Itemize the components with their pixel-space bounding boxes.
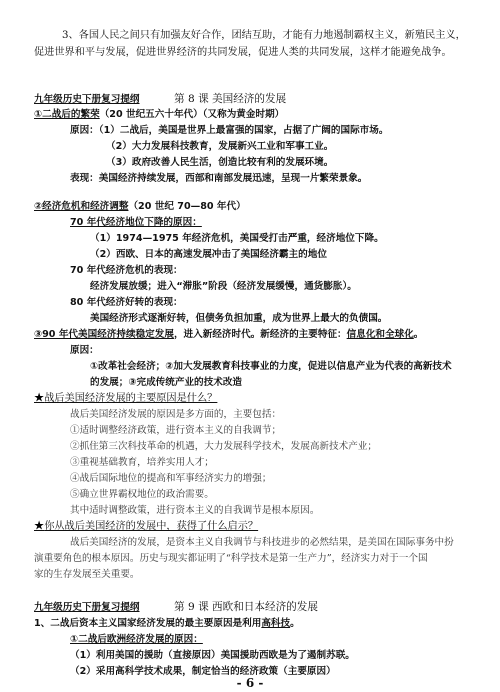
reason-line-90s-2: 的发展；③完成传统产业的技术改造 [90,377,243,388]
intro-line-2: 促进世界和平与发展，促进世界经济的共同发展，促进人类的共同发展，这样才能避免战争。 [34,47,452,58]
question-2 [34,520,258,533]
page-number: - 6 - [236,676,264,690]
reason-text: （1）二战后，美国是世界上最富强的国家，占据了广阔的国际市场。 [98,125,389,136]
question-text: 战后美国经济发展的主要原因是什么？ [44,393,218,404]
lesson9-point-4: （2）采用高科学技术成果，制定恰当的经济政策（主要原因） [70,666,336,677]
course-title: 九年级历史下册复习提纲 [34,94,140,105]
subsection-80s-recovery: 80 年代经济好转的表现： [70,297,183,308]
key-feature: 信息化和全球化 [346,329,414,340]
intro-line-1: 3、各国人民之间只有加强友好合作，团结互助，才能有力地遏制霸权主义，新殖民主义， [62,30,466,41]
star-icon: ★ [34,521,45,532]
lesson9-header [34,601,474,614]
section-postwar-prosperity [34,108,284,121]
subsection-70s-decline: 70 年代经济地位下降的原因： [70,217,202,228]
answer-line: 其中适时调整政策，进行资本主义的自我调节是根本原因。 [70,505,320,516]
section-90s-new-economy: ③90 年代美国经济持续稳定发展，进入新经济时代。新经济的主要特征：信息化和全球化。 [34,329,424,340]
reason-line-3: （3）政府改善人民生活，创造比较有利的发展环境。 [106,157,334,168]
section-time: （20 世纪五六十年代）（又称为黄金时期） [99,109,285,120]
item-line: （1）1974—1975 年经济危机，美国受打击严重，经济地位下降。 [90,233,384,244]
lesson-title: 第 8 课 美国经济的发展 [174,93,287,105]
subsection-70s-crisis: 70 年代经济危机的表现： [70,265,183,276]
reason-line-1 [70,124,388,137]
section-title: ③90 年代美国经济持续稳定发展 [34,329,174,340]
reason-label-90s: 原因： [70,345,99,356]
section-economic-crisis [34,200,246,213]
lesson9-point-3: （1）利用美国的援助（直接原因）美国援助西欧是为了遏制苏联。 [70,650,355,661]
star-icon: ★ [34,393,45,404]
performance-line: 表现：美国经济持续发展，西部和南部发展迅速，呈现一片繁荣景象。 [70,173,368,184]
item-line: （2）西欧、日本的高速发展冲击了美国经济霸主的地位 [90,249,327,260]
course-title: 九年级历史下册复习提纲 [34,602,140,613]
answer-line: ①适时调整经济政策，进行资本主义的自我调节； [70,425,282,436]
answer-line: ②抓住第三次科技革命的机遇，大力发展科学技术，发展高新技术产业； [70,441,377,452]
section-title: ②经济危机和经济调整 [34,201,129,212]
lesson9-point-1: 1、二战后资本主义国家经济发展的最主要原因是利用高科技。 [34,618,300,629]
question-1 [34,392,217,405]
section-title: ①二战后的繁荣 [34,109,100,120]
answer-line: ⑤确立世界霸权地位的政治需要。 [70,489,214,500]
question-text: 你从战后美国经济的发展中，获得了什么启示？ [44,521,259,532]
key-term: 高科技 [261,618,291,629]
answer-line: 演重要角色的根本原因。历史与现实都证明了“科学技术是第一生产力”，经济实力对于一个国 [34,553,428,564]
reason-line-2: （2）大力发展科技教育，发展新兴工业和军事工业。 [106,141,334,152]
answer-line: 战后美国经济发展的原因是多方面的，主要包括： [70,409,282,420]
answer-line: 家的生存发展至关重要。 [34,569,140,580]
answer-line: ④战后国际地位的提高和军事经济实力的增强； [70,473,272,484]
lesson9-point-2: ①二战后欧洲经济发展的原因： [70,634,203,645]
answer-line: ③重视基础教育，培养实用人才； [70,457,214,468]
lesson8-header [34,93,474,106]
answer-line: 战后美国经济的发展，是资本主义自我调节与科技进步的必然结果，是美国在国际事务中扮 [70,537,454,548]
lesson-title: 第 9 课 西欧和日本经济的发展 [174,601,318,613]
section-time: （20 世纪 70—80 年代） [128,201,246,212]
item-line: 经济发展放缓；进入“滞胀”阶段（经济发展缓慢，通货膨胀）。 [90,281,357,292]
reason-line-90s-1: ①改革社会经济；②加大发展教育科技事业的力度，促进以信息产业为代表的高新技术 [90,361,452,372]
item-line: 美国经济形式逐渐好转，但债务负担加重，成为世界上最大的负债国。 [90,313,388,324]
reason-label: 原因： [70,125,99,136]
